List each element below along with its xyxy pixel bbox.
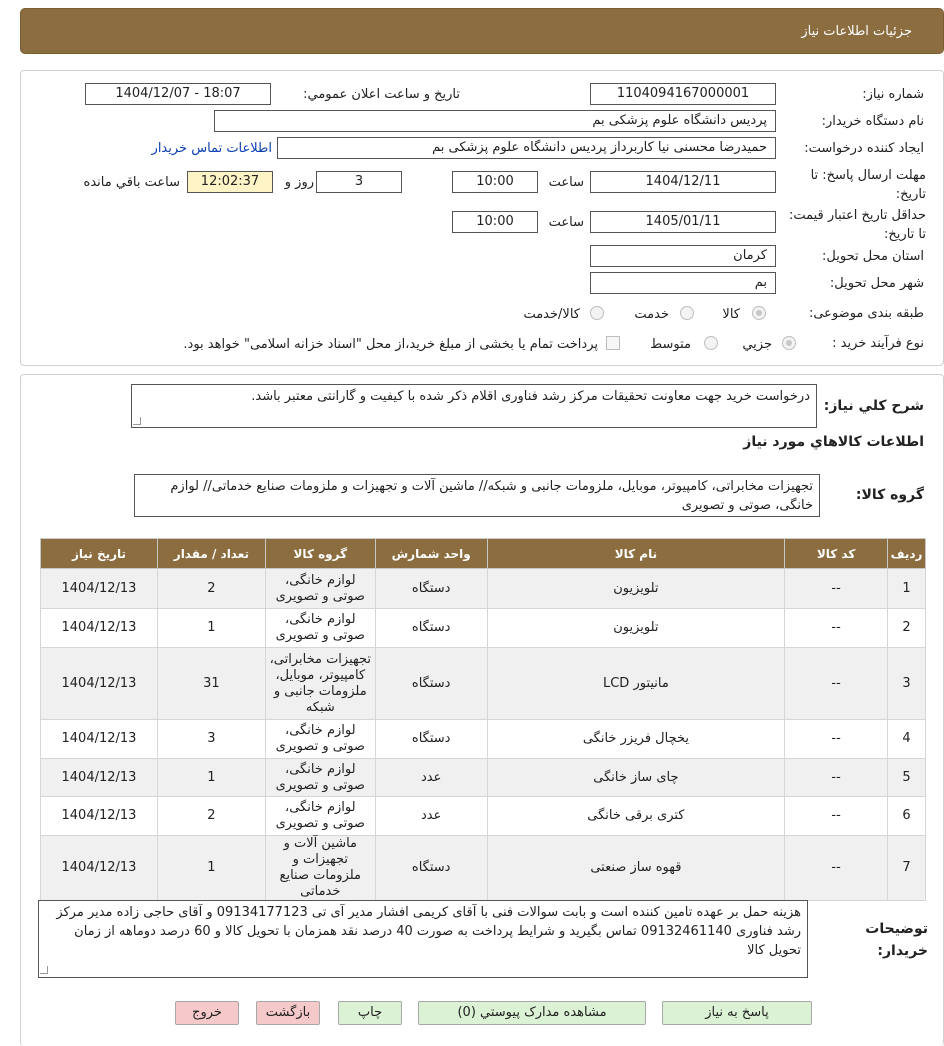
announce-label: تاریخ و ساعت اعلان عمومي: [303, 87, 460, 102]
cell-group: لوازم خانگی، صوتی و تصویری [265, 720, 375, 759]
items-section-title: اطلاعات كالاهاي مورد نياز [743, 434, 924, 450]
buyer-contact-link[interactable]: اطلاعات تماس خريدار [151, 141, 272, 156]
cell-unit: دستگاه [375, 609, 487, 648]
reply-button[interactable]: پاسخ به نياز [662, 1001, 812, 1025]
purchase-option-minor: جزيي [742, 337, 772, 352]
cell-name: كتری برقی خانگی [487, 797, 785, 836]
description-textbox [131, 384, 817, 428]
buyer-notes-label: توضيحات خريدار: [865, 921, 928, 959]
goods-group-label: گروه كالا: [855, 487, 924, 503]
cell-code: -- [785, 648, 888, 720]
cell-code: -- [785, 797, 888, 836]
deadline-time-label: ساعت [548, 175, 584, 190]
need-number-label: شماره نیاز: [862, 87, 924, 102]
cell-name: مانيتور LCD [487, 648, 785, 720]
table-row [41, 609, 926, 648]
cell-unit: دستگاه [375, 836, 487, 901]
creator-field: حمیدرضا محسنی نیا کاربرداز پرديس دانشگاه علوم پزشكی بم [277, 137, 776, 159]
col-date: تاريخ نياز [41, 539, 158, 569]
validity-date-field: 1405/01/11 [590, 211, 776, 233]
cell-unit: دستگاه [375, 648, 487, 720]
cell-row: 2 [888, 609, 926, 648]
treasury-note: پرداخت تمام يا بخشی از مبلغ خريد،از محل "اسناد خزانه اسلامی" خواهد بود. [183, 337, 598, 352]
cell-row: 6 [888, 797, 926, 836]
cell-code: -- [785, 609, 888, 648]
category-radio-service[interactable] [680, 306, 694, 320]
table-row [41, 569, 926, 609]
cell-qty: 1 [157, 759, 265, 797]
col-qty: تعداد / مقدار [157, 539, 265, 569]
cell-qty: 3 [157, 720, 265, 759]
cell-row: 7 [888, 836, 926, 901]
buyer-label: نام دستگاه خريدار: [821, 114, 924, 129]
col-row: رديف [888, 539, 926, 569]
purchase-type-label: نوع فرآيند خريد : [832, 336, 924, 351]
cell-qty: 1 [157, 836, 265, 901]
items-table [40, 538, 926, 901]
cell-unit: عدد [375, 797, 487, 836]
table-row [41, 797, 926, 836]
cell-code: -- [785, 836, 888, 901]
purchase-option-medium: متوسط [650, 337, 691, 352]
print-button[interactable]: چاپ [338, 1001, 402, 1025]
col-group: گروه كالا [265, 539, 375, 569]
cell-name: يخچال فريزر خانگی [487, 720, 785, 759]
cell-date: 1404/12/13 [41, 720, 158, 759]
cell-group: تجهیزات مخابراتی، کامپیوتر، موبایل، ملزومات جانبی و شبکه [265, 648, 375, 720]
cell-group: لوازم خانگی، صوتی و تصویری [265, 569, 375, 609]
category-option-goods-service: كالا/خدمت [523, 307, 580, 322]
table-row [41, 648, 926, 720]
goods-group-text: تجهیزات مخابراتی، کامپیوتر، موبایل، ملزومات جانبی و شبکه// ماشین آلات و تجهیزات و ملزومات صنایع خدماتی// لوازم خانگی، صوتی و تصویری [170, 479, 813, 513]
col-unit: واحد شمارش [375, 539, 487, 569]
cell-group: لوازم خانگی، صوتی و تصویری [265, 797, 375, 836]
cell-date: 1404/12/13 [41, 648, 158, 720]
cell-code: -- [785, 569, 888, 609]
col-name: نام كالا [487, 539, 785, 569]
deadline-time-field: 10:00 [452, 171, 538, 193]
purchase-radio-minor[interactable] [782, 336, 796, 350]
cell-code: -- [785, 720, 888, 759]
cell-name: تلويزيون [487, 569, 785, 609]
table-row [41, 836, 926, 901]
description-resize-handle[interactable] [133, 417, 141, 425]
page-title: جزئیات اطلاعات نیاز [801, 24, 912, 39]
buyer-notes-textbox [38, 900, 808, 978]
cell-code: -- [785, 759, 888, 797]
category-option-goods: كالا [722, 307, 740, 322]
remaining-time-field: 12:02:37 [187, 171, 273, 193]
table-row [41, 720, 926, 759]
category-label: طبقه بندی موضوعی: [808, 306, 924, 321]
cell-name: چای ساز خانگی [487, 759, 785, 797]
cell-date: 1404/12/13 [41, 609, 158, 648]
buyer-notes-resize-handle[interactable] [40, 966, 48, 974]
category-radio-goods-service[interactable] [590, 306, 604, 320]
description-text: درخواست خرید جهت معاونت تحقیقات مرکز رشد فناوری اقلام ذکر شده با کیفیت و گارانتی معتبر باشد. [251, 389, 810, 404]
creator-label: ايجاد كننده درخواست: [804, 141, 924, 156]
cell-name: قهوه ساز صنعتی [487, 836, 785, 901]
cell-date: 1404/12/13 [41, 836, 158, 901]
deadline-days-label: روز و [284, 175, 314, 190]
cell-unit: عدد [375, 759, 487, 797]
cell-row: 5 [888, 759, 926, 797]
cell-date: 1404/12/13 [41, 759, 158, 797]
cell-row: 1 [888, 569, 926, 609]
cell-group: ماشین آلات و تجهیزات و ملزومات صنایع خدماتی [265, 836, 375, 901]
province-field: كرمان [590, 245, 776, 267]
validity-time-field: 10:00 [452, 211, 538, 233]
city-field: بم [590, 272, 776, 294]
treasury-checkbox[interactable] [606, 336, 620, 350]
category-radio-goods[interactable] [752, 306, 766, 320]
cell-group: لوازم خانگی، صوتی و تصویری [265, 609, 375, 648]
cell-qty: 1 [157, 609, 265, 648]
deadline-date-field: 1404/12/11 [590, 171, 776, 193]
announce-field: 1404/12/07 - 18:07 [85, 83, 271, 105]
deadline-days-field: 3 [316, 171, 402, 193]
deadline-label: مهلت ارسال پاسخ: تا تاريخ: [810, 168, 926, 202]
cell-unit: دستگاه [375, 720, 487, 759]
buyer-field: پرديس دانشگاه علوم پزشكی بم [214, 110, 776, 132]
cell-qty: 2 [157, 797, 265, 836]
cell-group: لوازم خانگی، صوتی و تصویری [265, 759, 375, 797]
category-option-service: خدمت [634, 307, 669, 322]
col-code: كد كالا [785, 539, 888, 569]
cell-date: 1404/12/13 [41, 797, 158, 836]
exit-button[interactable]: خروج [175, 1001, 239, 1025]
description-label: شرح كلي نياز: [823, 398, 924, 414]
goods-group-textbox [134, 474, 820, 517]
cell-row: 4 [888, 720, 926, 759]
buyer-notes-text: هزینه حمل بر عهده تامین کننده است و بابت سوالات فنی با آقای کریمی افشار مدیر آی تی 09134177123 و آقای حاجی زاده مدیر مرکز رشد فناوری 09132461140 تماس بگیرید و شرایط پرداخت به صورت 40 درصد نقد همزمان با تحویل کالا و 60 درصد دوماهه از زمان تحویل کالا [56, 905, 801, 958]
cell-row: 3 [888, 648, 926, 720]
attachments-button[interactable]: مشاهده مدارک پيوستي (0) [418, 1001, 646, 1025]
table-row [41, 759, 926, 797]
cell-name: تلويزيون [487, 609, 785, 648]
cell-qty: 2 [157, 569, 265, 609]
province-label: استان محل تحويل: [822, 249, 924, 264]
city-label: شهر محل تحويل: [829, 276, 924, 291]
cell-unit: دستگاه [375, 569, 487, 609]
cell-date: 1404/12/13 [41, 569, 158, 609]
purchase-radio-medium[interactable] [704, 336, 718, 350]
remaining-time-label: ساعت باقي مانده [83, 175, 180, 190]
back-button[interactable]: بازگشت [256, 1001, 320, 1025]
need-number-field: 1104094167000001 [590, 83, 776, 105]
validity-time-label: ساعت [548, 215, 584, 230]
items-table-header [41, 539, 926, 569]
cell-qty: 31 [157, 648, 265, 720]
validity-label: حداقل تاريخ اعتبار قيمت: تا تاريخ: [788, 208, 926, 242]
